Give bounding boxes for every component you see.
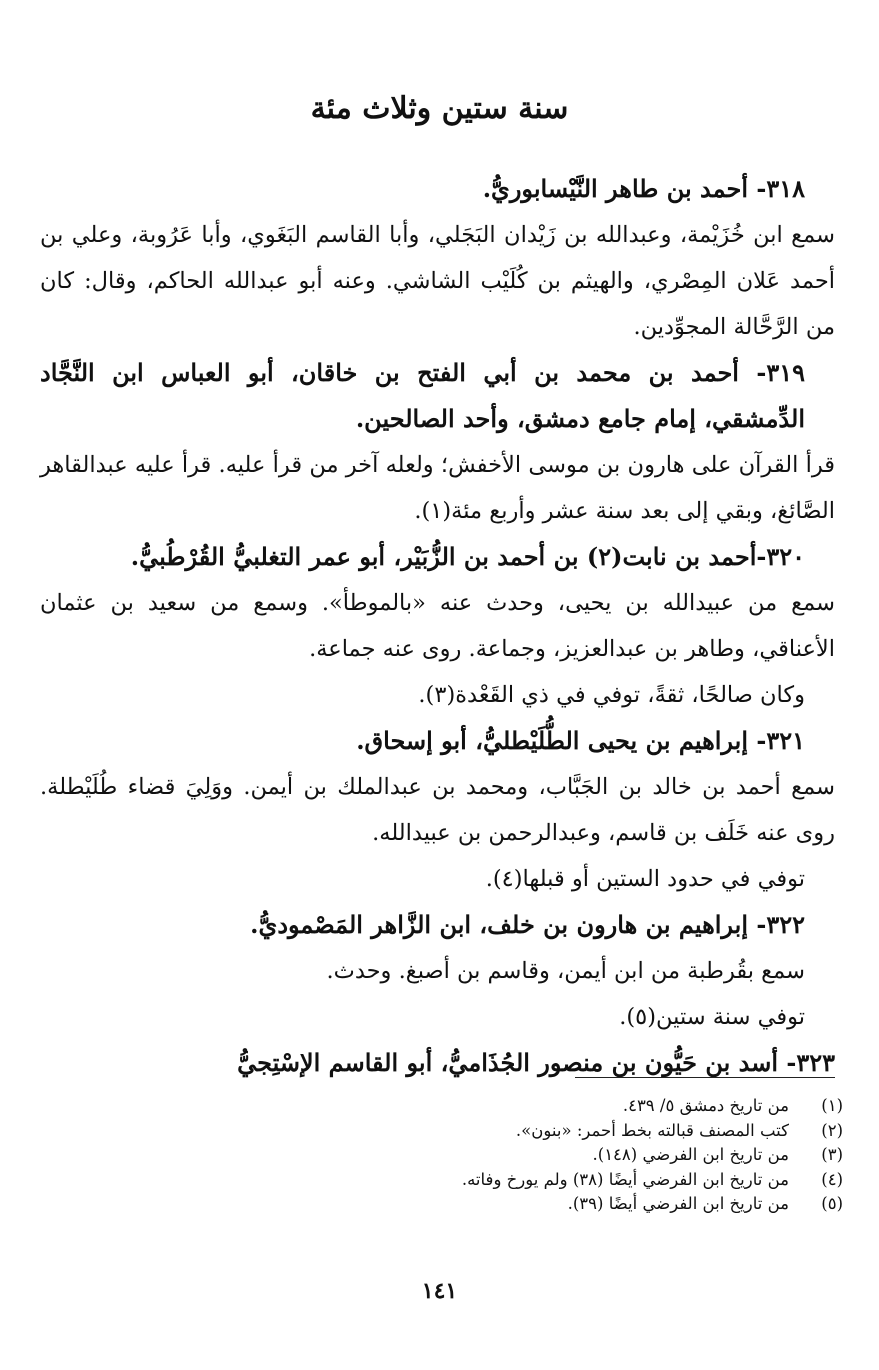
footnote	[53, 1192, 843, 1217]
footnotes	[53, 1094, 843, 1217]
entry-title: ٣٢٣- أسد بن حَيُّون بن منصور الجُذَاميُّ، أبو القاسم الإسْتِجيُّ	[237, 1048, 835, 1077]
footnote-text: من تاريخ دمشق ٥/ ٤٣٩.	[622, 1096, 789, 1115]
footnote	[53, 1119, 843, 1144]
footnote-number: (٢)	[821, 1120, 843, 1140]
footnote	[53, 1143, 843, 1168]
entry-title: ٣١٩- أحمد بن محمد بن أبي الفتح بن خاقان، أبو العباس ابن النَّجَّاد الدِّمشقي، إمام جامع دمشق، وأحد الصالحين.	[40, 358, 805, 433]
footnote-number: (٤)	[821, 1169, 843, 1189]
footnote-text: كتب المصنف قبالته بخط أحمر: «بنون».	[515, 1120, 789, 1140]
entry-paragraph: توفي في حدود الستين أو قبلها(٤).	[485, 866, 805, 892]
footnote-separator	[575, 1077, 835, 1078]
entry-paragraph: سمع ابن خُزَيْمة، وعبدالله بن زَيْدان البَجَلي، وأبا القاسم البَغَوي، وأبا عَرُوبة، وعلي بن أحمد عَلان المِصْري، والهيثم بن كُلَيْب الشاشي. وعنه أبو عبدالله الحاكم، وقال: كان من الرَّحَّالة المجوِّدين.	[40, 222, 835, 340]
entry-title: ٣٢١- إبراهيم بن يحيى الطُّلَيْطليُّ، أبو إسحاق.	[356, 726, 805, 755]
entry-title: ٣١٨- أحمد بن طاهر النَّيْسابوريُّ.	[482, 174, 805, 203]
footnote-text: من تاريخ ابن الفرضي أيضًا (٣٨) ولم يورخ وفاته.	[461, 1169, 789, 1189]
entry-paragraph: قرأ القرآن على هارون بن موسى الأخفش؛ ولعله آخر من قرأ عليه. قرأ عليه عبدالقاهر الصَّائغ، وبقي إلى بعد سنة عشر وأربع مئة(١).	[40, 452, 835, 524]
footnote-number: (٥)	[821, 1194, 843, 1213]
footnote-number: (٣)	[821, 1145, 843, 1164]
footnote	[53, 1168, 843, 1193]
footnote-number: (١)	[821, 1096, 843, 1115]
entry-title: ٣٢٢- إبراهيم بن هارون بن خلف، ابن الزَّاهر المَصْموديُّ.	[250, 910, 805, 939]
entry-title: ٣٢٠-أحمد بن نابت(٢) بن أحمد بن الزُّبَيْر، أبو عمر التغلبيُّ القُرْطُبيُّ.	[130, 542, 805, 571]
entry-paragraph: سمع أحمد بن خالد بن الجَبَّاب، ومحمد بن عبدالملك بن أيمن. ووَلِيَ قضاء طُلَيْطلة. روى عنه خَلَف بن قاسم، وعبدالرحمن بن عبيدالله.	[40, 774, 835, 846]
page-number: ١٤١	[421, 1278, 458, 1304]
entry-paragraph: سمع بقُرطبة من ابن أيمن، وقاسم بن أصبغ. وحدث.	[326, 958, 805, 984]
entry-paragraph: توفي سنة ستين(٥).	[619, 1004, 805, 1030]
entry-paragraph: سمع من عبيدالله بن يحيى، وحدث عنه «بالموطأ». وسمع من سعيد بن عثمان الأعناقي، وطاهر بن عبدالعزيز، وجماعة. روى عنه جماعة.	[40, 590, 835, 662]
chapter-heading: سنة ستين وثلاث مئة	[310, 91, 569, 126]
footnote	[53, 1094, 843, 1119]
entry-paragraph: وكان صالحًا، ثقةً، توفي في ذي القَعْدة(٣).	[418, 682, 805, 708]
footnote-text: من تاريخ ابن الفرضي (١٤٨).	[592, 1145, 789, 1164]
page-body	[40, 166, 835, 1086]
footnote-text: من تاريخ ابن الفرضي أيضًا (٣٩).	[567, 1194, 789, 1213]
